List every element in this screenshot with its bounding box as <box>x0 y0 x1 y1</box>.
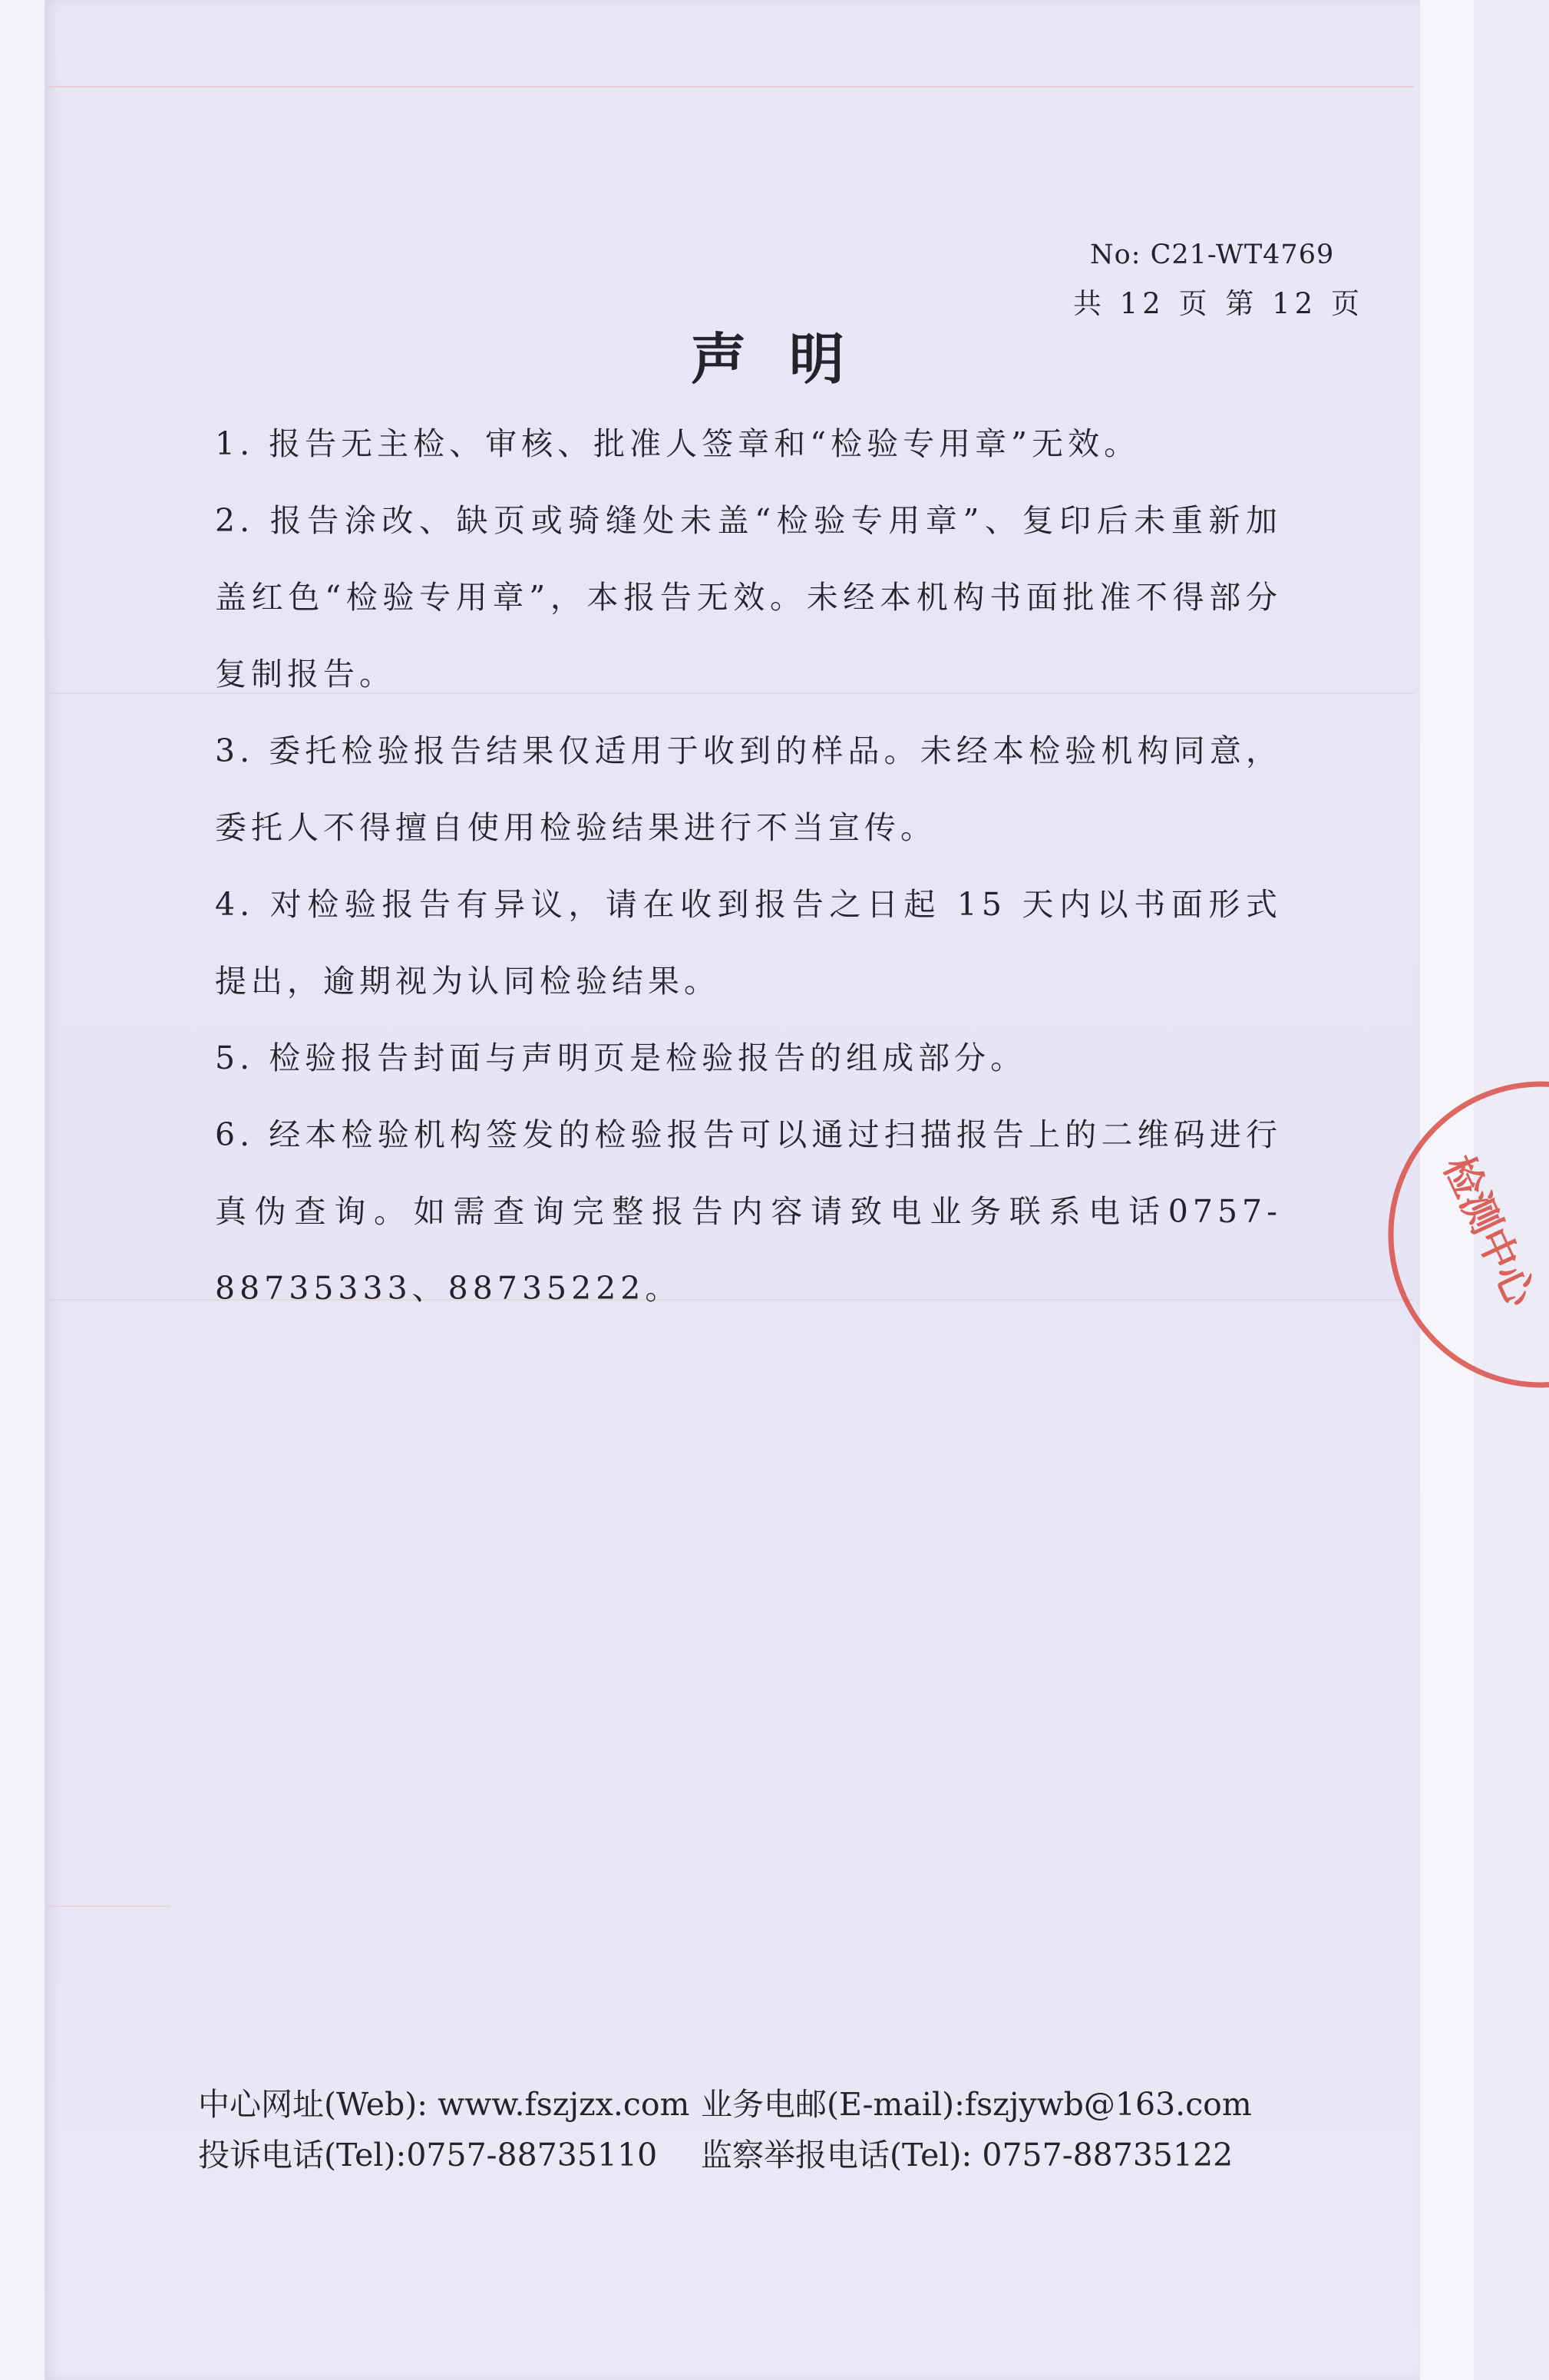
faint-guide-line <box>48 86 1414 88</box>
footer-row <box>198 2130 1273 2180</box>
page-title: 声明 <box>691 326 888 392</box>
declaration-list <box>215 405 1282 1327</box>
declaration-item: 2. 报告涂改、缺页或骑缝处未盖“检验专用章”、复印后未重新加盖红色“检验专用章”，本报告无效。未经本机构书面批准不得部分复制报告。 <box>215 502 1282 693</box>
complaint-phone: 投诉电话(Tel):0757-88735110 <box>198 2137 658 2173</box>
inspection-seal <box>1319 1073 1549 1396</box>
supervision-phone: 监察举报电话(Tel): 0757-88735122 <box>701 2137 1234 2173</box>
footer-row <box>198 2079 1273 2130</box>
seal-text: 检测中心 <box>1434 1149 1544 1314</box>
declaration-item: 6. 经本检验机构签发的检验报告可以通过扫描报告上的二维码进行真伪查询。如需查询完整报告内容请致电业务联系电话0757-88735333、88735222。 <box>215 1116 1282 1307</box>
website-info: 中心网址(Web): www.fszjzx.com <box>198 2086 690 2123</box>
scan-left-margin <box>0 0 45 2380</box>
contact-footer <box>198 2079 1273 2180</box>
email-info: 业务电邮(E-mail):fszjywb@163.com <box>701 2086 1252 2123</box>
declaration-item: 3. 委托检验报告结果仅适用于收到的样品。未经本检验机构同意，委托人不得擅自使用检验结果进行不当宣传。 <box>215 732 1282 846</box>
declaration-item: 1. 报告无主检、审核、批准人签章和“检验专用章”无效。 <box>215 425 1141 462</box>
report-number: No: C21-WT4769 <box>1090 240 1335 270</box>
faint-guide-line <box>48 1906 170 1907</box>
declaration-item: 5. 检验报告封面与声明页是检验报告的组成部分。 <box>215 1040 1027 1076</box>
page-count: 共 12 页 第 12 页 <box>1073 287 1364 320</box>
declaration-item: 4. 对检验报告有异议，请在收到报告之日起 15 天内以书面形式提出，逾期视为认同检验结果。 <box>215 886 1282 1000</box>
